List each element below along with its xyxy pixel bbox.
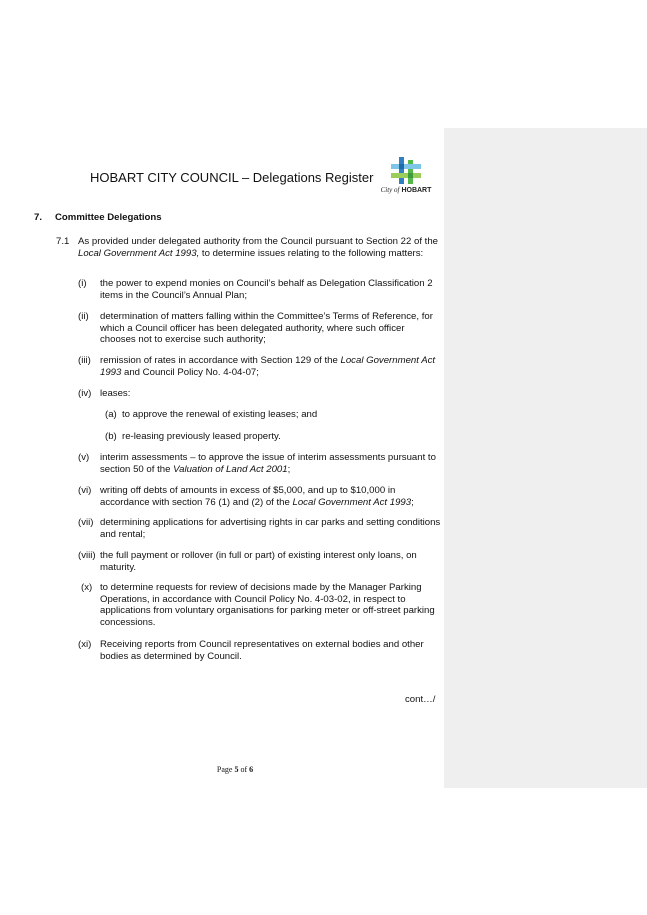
hobart-hash-icon xyxy=(389,157,423,185)
subitem-number: (a) xyxy=(105,409,117,420)
margin-panel xyxy=(444,128,647,788)
continued-marker: cont…/ xyxy=(405,694,436,705)
item-number: (v) xyxy=(78,452,90,463)
subitem-text: to approve the renewal of existing leases; and xyxy=(122,409,318,420)
section-number: 7. xyxy=(34,212,43,223)
subitem-number: (b) xyxy=(105,431,117,442)
item-text: leases: xyxy=(100,388,131,399)
section-title: Committee Delegations xyxy=(55,212,162,223)
logo-wordmark: City of HOBART xyxy=(380,186,432,194)
item-text: the full payment or rollover (in full or part) of existing interest only loans, on maturity. xyxy=(100,550,417,573)
item-text: determining applications for advertising rights in car parks and setting conditions and rental; xyxy=(100,517,441,540)
item-text: the power to expend monies on Council’s behalf as Delegation Classification 2 items in the Council’s Annual Plan; xyxy=(100,278,433,301)
subitem-text: re-leasing previously leased property. xyxy=(122,431,281,442)
item-number: (xi) xyxy=(78,639,92,650)
item-text: writing off debts of amounts in excess of $5,000, and up to $10,000 in accordance with section 76 (1) and (2) of the Local Government Act 1993; xyxy=(100,485,414,508)
item-number: (vi) xyxy=(78,485,92,496)
item-number: (i) xyxy=(78,278,87,289)
item-number: (iii) xyxy=(78,355,91,366)
city-of-hobart-logo xyxy=(377,157,435,199)
paragraph-text: As provided under delegated authority from the Council pursuant to Section 22 of the Local Government Act 1993, to determine issues relating to the following matters: xyxy=(78,236,438,259)
item-number: (ii) xyxy=(78,311,89,322)
page-title: HOBART CITY COUNCIL – Delegations Register xyxy=(90,170,374,185)
item-text: Receiving reports from Council representatives on external bodies and other bodies as determined by Council. xyxy=(100,639,424,662)
paragraph-number: 7.1 xyxy=(56,236,70,247)
item-text: to determine requests for review of decisions made by the Manager Parking Operations, in accordance with Council Policy No. 4-03-02, in respect to applications from voluntary organisations for parking meter or off-street parking concessions. xyxy=(100,582,435,628)
item-number: (x) xyxy=(81,582,93,593)
item-text: remission of rates in accordance with Section 129 of the Local Government Act 1993 and Council Policy No. 4-04-07; xyxy=(100,355,436,378)
item-text: determination of matters falling within the Committee’s Terms of Reference, for which a Council officer has been delegated authority, where such officer chooses not to exercise such authority; xyxy=(100,311,433,346)
item-number: (iv) xyxy=(78,388,92,399)
item-number: (vii) xyxy=(78,517,94,528)
item-text: interim assessments – to approve the issue of interim assessments pursuant to section 50 of the Valuation of Land Act 2001; xyxy=(100,452,436,475)
page-footer: Page 5 of 6 xyxy=(216,765,254,774)
item-number: (viii) xyxy=(78,550,96,561)
